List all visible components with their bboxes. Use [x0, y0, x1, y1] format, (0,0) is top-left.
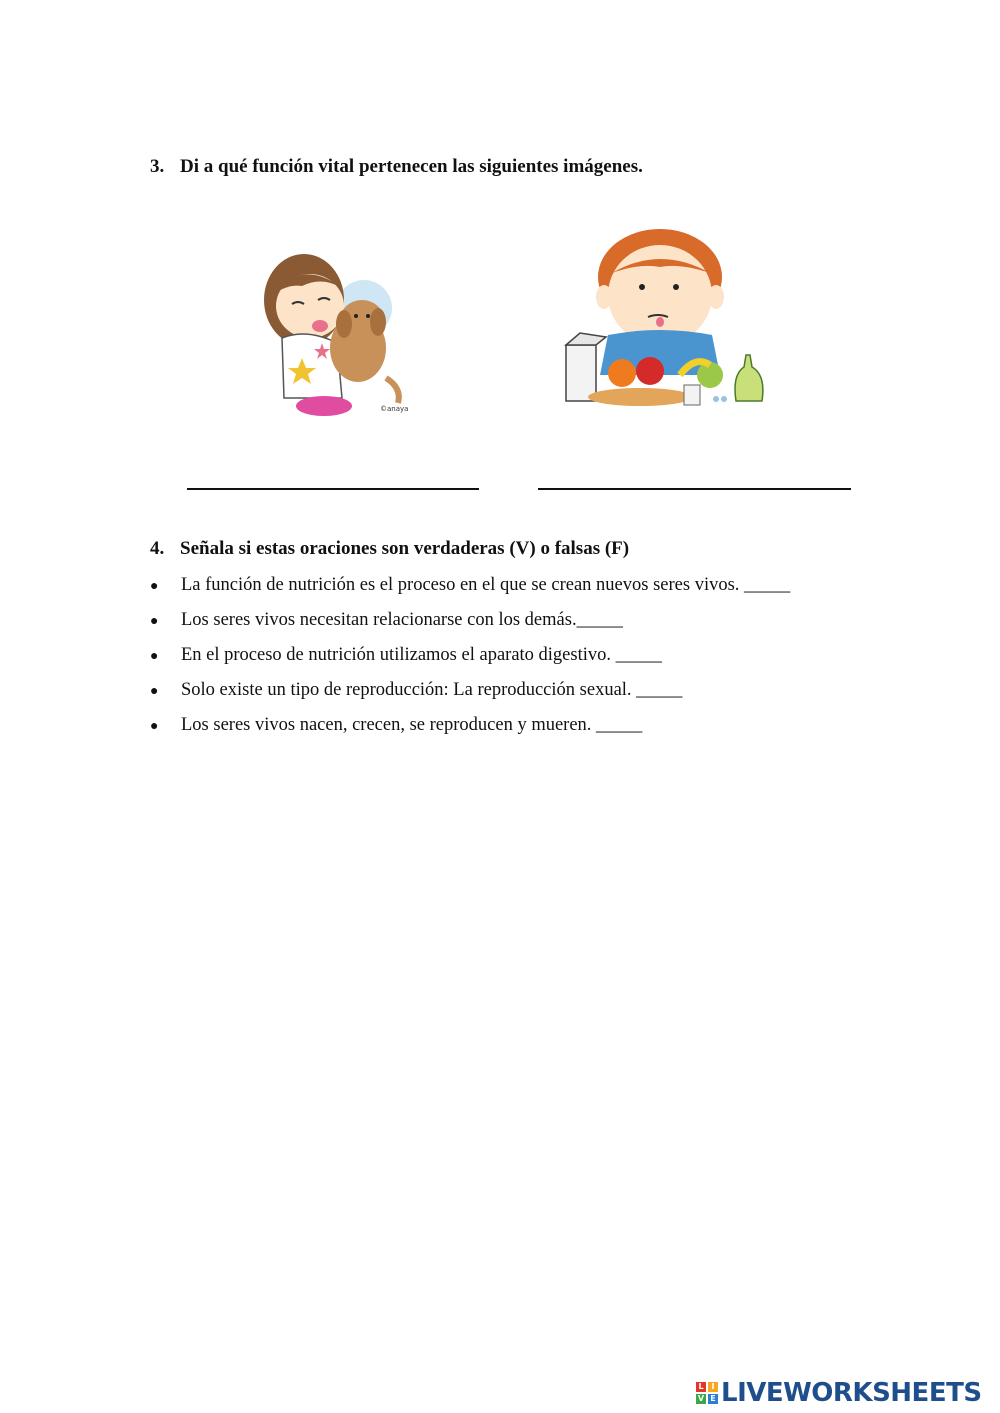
liveworksheets-logo: [696, 1378, 982, 1408]
statement-text: Solo existe un tipo de reproducción: La reproducción sexual. _____: [181, 680, 683, 700]
question-4-title: Señala si estas oraciones son verdaderas (V) o falsas (F): [180, 538, 630, 559]
bullet-icon: ●: [150, 614, 159, 629]
statement-text: Los seres vivos nacen, crecen, se reproducen y mueren. _____: [181, 715, 643, 735]
girl-hugging-dog-image: [262, 248, 417, 423]
question-3-title: Di a qué función vital pertenecen las siguientes imágenes.: [180, 156, 643, 177]
bullet-icon: ●: [150, 649, 159, 664]
statement-text: La función de nutrición es el proceso en el que se crean nuevos seres vivos. _____: [181, 575, 791, 595]
question-4-heading: [150, 538, 629, 560]
image-credit: ©anaya: [380, 405, 409, 413]
answer-line-right[interactable]: [538, 488, 851, 490]
logo-squares-icon: L I V E: [696, 1382, 718, 1404]
answer-line-left[interactable]: [187, 488, 479, 490]
list-item[interactable]: [150, 571, 790, 606]
statement-text: En el proceso de nutrición utilizamos el aparato digestivo. _____: [181, 645, 662, 665]
question-4-number: 4.: [150, 538, 165, 559]
question-3-number: 3.: [150, 156, 165, 177]
list-item[interactable]: [150, 606, 790, 641]
statement-list: [150, 571, 790, 746]
bullet-icon: ●: [150, 684, 159, 699]
boy-eating-food-image: [560, 225, 775, 410]
list-item[interactable]: [150, 641, 790, 676]
bullet-icon: ●: [150, 579, 159, 594]
logo-text: LIVEWORKSHEETS: [721, 1378, 982, 1408]
bullet-icon: ●: [150, 719, 159, 734]
statement-text: Los seres vivos necesitan relacionarse con los demás._____: [181, 610, 623, 630]
question-3-heading: [150, 156, 643, 178]
list-item[interactable]: [150, 711, 790, 746]
list-item[interactable]: [150, 676, 790, 711]
